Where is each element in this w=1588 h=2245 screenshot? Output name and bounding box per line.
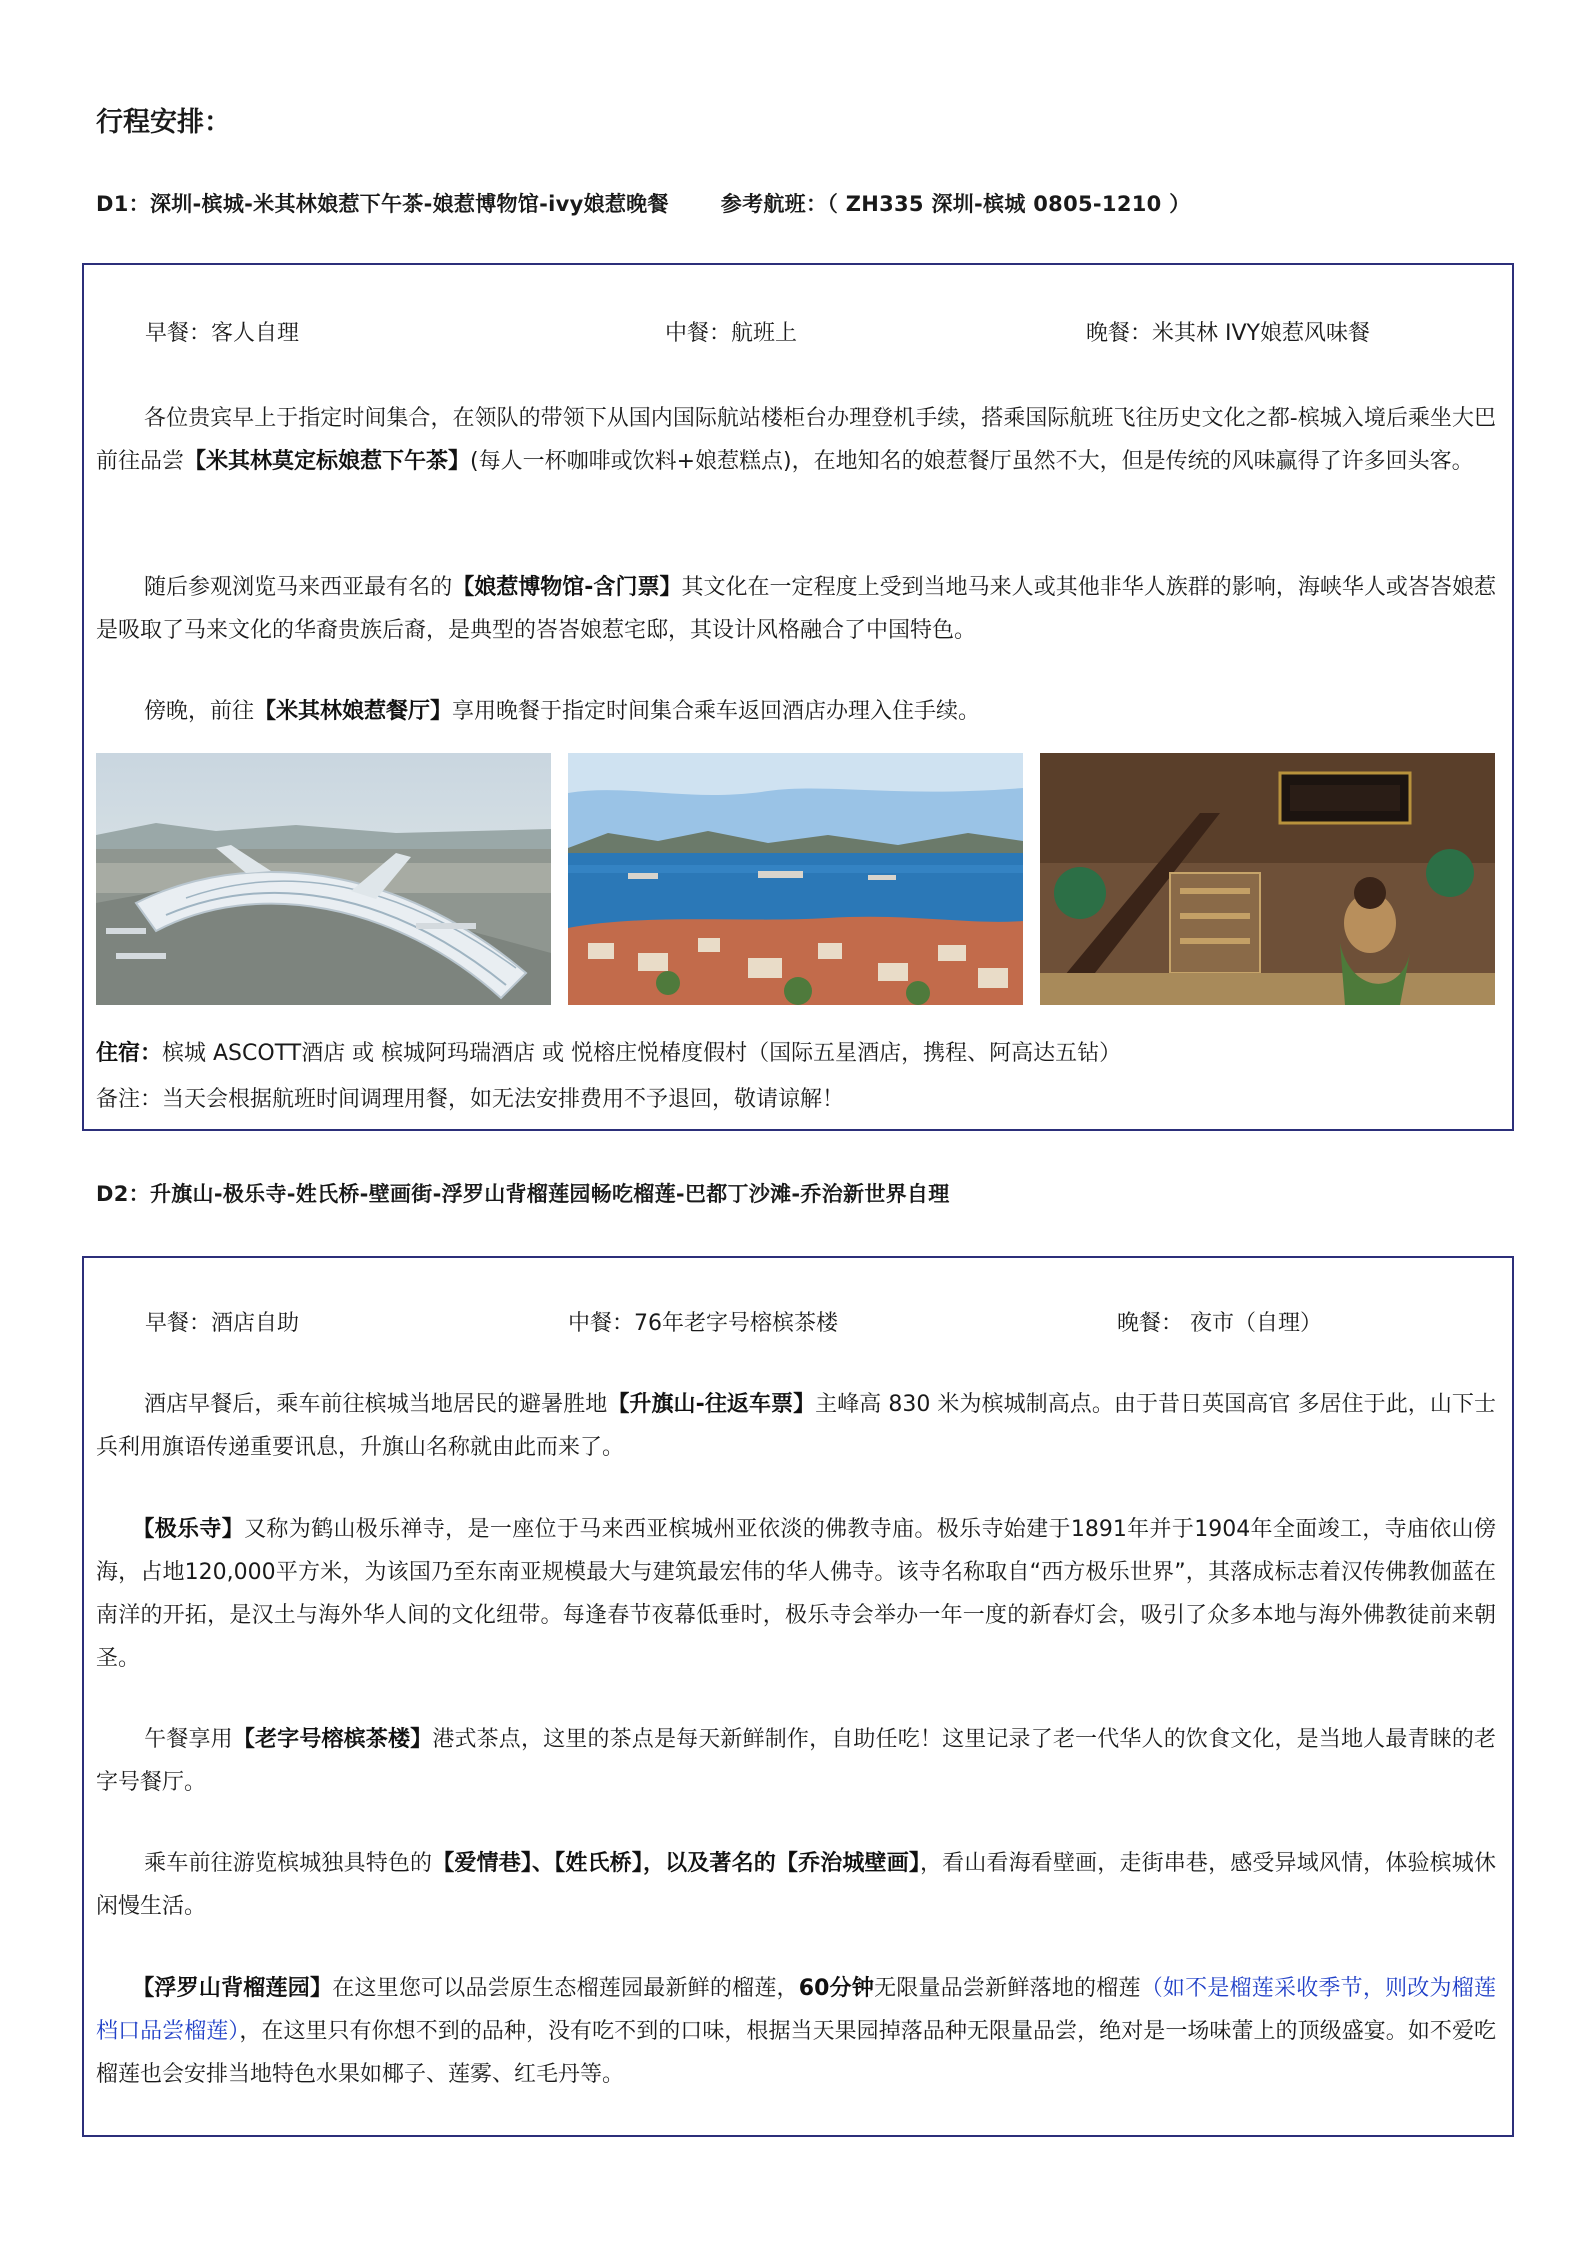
highlight-text: 【米其林娘惹餐厅】 [254,699,453,724]
day1-breakfast: 早餐：客人自理 [145,321,300,346]
day1-remark: 备注：当天会根据航班时间调理用餐，如无法安排费用不予退回，敬请谅解！ [96,1087,845,1112]
accommodation-label: 住宿： [96,1041,163,1066]
day1-flight: 参考航班：（ ZH335 深圳-槟城 0805-1210 ） [720,192,1191,216]
airport-terminal-photo [96,753,551,1005]
day2-paragraph-5: 【浮罗山背榴莲园】在这里您可以品尝原生态榴莲园最新鲜的榴莲，60分钟无限量品尝新鲜落地的榴莲（如不是榴莲采收季节，则改为榴莲档口品尝榴莲），在这里只有你想不到的品种，没有吃不到的口味，根据当天果园掉落品种无限量品尝，绝对是一场味蕾上的顶级盛宴。如不爱吃榴莲也会安排当地特色水果如椰子、莲雾、红毛丹等。 [96,1976,1496,2087]
durian-season-note: （如不是榴莲采收季节，则改为榴莲档口品尝榴莲） [96,1976,1496,2044]
day2-paragraph-3: 午餐享用【老字号榕槟茶楼】港式茶点，这里的茶点是每天新鲜制作，自助任吃！这里记录了老一代华人的饮食文化，是当地人最青睐的老字号餐厅。 [96,1727,1496,1795]
day2-paragraph-2: 【极乐寺】又称为鹤山极乐禅寺，是一座位于马来西亚槟城州亚依淡的佛教寺庙。极乐寺始建于1891年并于1904年全面竣工，寺庙依山傍海，占地120,000平方米，为该国乃至东南亚规模最大与建筑最宏伟的华人佛寺。该寺名称取自“西方极乐世界”，其落成标志着汉传佛教伽蓝在南洋的开拓，是汉土与海外华人间的文化纽带。每逢春节夜幕低垂时，极乐寺会举办一年一度的新春灯会，吸引了众多本地与海外佛教徒前来朝圣。 [96,1517,1496,1671]
day1-dinner: 晚餐：米其林 IVY娘惹风味餐 [1086,321,1370,346]
day1-paragraph-2: 随后参观浏览马来西亚最有名的【娘惹博物馆-含门票】其文化在一定程度上受到当地马来人或其他非华人族群的影响，海峡华人或峇峇娘惹是吸取了马来文化的华裔贵族后裔，是典型的峇峇娘惹宅邸，其设计风格融合了中国特色。 [96,575,1496,643]
highlight-text: 【娘惹博物馆-含门票】 [452,575,682,600]
highlight-text: 【浮罗山背榴莲园】 [132,1976,333,2001]
highlight-text: 【老字号榕槟茶楼】 [232,1727,433,1752]
highlight-text: 【爱情巷】、【姓氏桥】，以及著名的【乔治城壁画】 [432,1851,921,1876]
highlight-text: 【升旗山-往返车票】 [607,1392,816,1417]
day2-paragraph-1: 酒店早餐后，乘车前往槟城当地居民的避暑胜地【升旗山-往返车票】主峰高 830 米为槟城制高点。由于昔日英国高官 多居住于此，山下士兵利用旗语传递重要讯息，升旗山名称就由此而来了。 [96,1392,1496,1460]
highlight-text: 60分钟 [798,1976,875,2001]
section-heading: 行程安排： [96,107,231,138]
day2-lunch: 中餐：76年老字号榕槟茶楼 [568,1311,838,1336]
day1-accommodation: 住宿：槟城 ASCOTT酒店 或 槟城阿玛瑞酒店 或 悦榕庄悦椿度假村（国际五星酒店，携程、阿高达五钻） [96,1041,1122,1066]
day1-paragraph-1: 各位贵宾早上于指定时间集合，在领队的带领下从国内国际航站楼柜台办理登机手续，搭乘国际航班飞往历史文化之都-槟城入境后乘坐大巴前往品尝【米其林莫定标娘惹下午茶】(每人一杯咖啡或饮料+娘惹糕点)，在地知名的娘惹餐厅虽然不大，但是传统的风味赢得了许多回头客。 [96,406,1496,474]
day1-title: D1：深圳-槟城-米其林娘惹下午茶-娘惹博物馆-ivy娘惹晚餐 [96,192,669,216]
day2-dinner: 晚餐： 夜市（自理） [1117,1311,1322,1336]
day2-breakfast: 早餐：酒店自助 [145,1311,300,1336]
peranakan-museum-photo [1040,753,1495,1005]
penang-coast-photo [568,753,1023,1005]
day2-title: D2：升旗山-极乐寺-姓氏桥-壁画街-浮罗山背榴莲园畅吃榴莲-巴都丁沙滩-乔治新世界自理 [96,1182,950,1206]
highlight-text: 【米其林莫定标娘惹下午茶】 [184,449,471,474]
day1-lunch: 中餐：航班上 [665,321,798,346]
day1-title-line [96,188,1191,218]
highlight-text: 【极乐寺】 [132,1517,245,1542]
day2-paragraph-4: 乘车前往游览槟城独具特色的【爱情巷】、【姓氏桥】，以及著名的【乔治城壁画】，看山看海看壁画，走街串巷，感受异域风情，体验槟城休闲慢生活。 [96,1851,1496,1919]
day1-paragraph-3: 傍晚，前往【米其林娘惹餐厅】享用晚餐于指定时间集合乘车返回酒店办理入住手续。 [144,699,981,724]
